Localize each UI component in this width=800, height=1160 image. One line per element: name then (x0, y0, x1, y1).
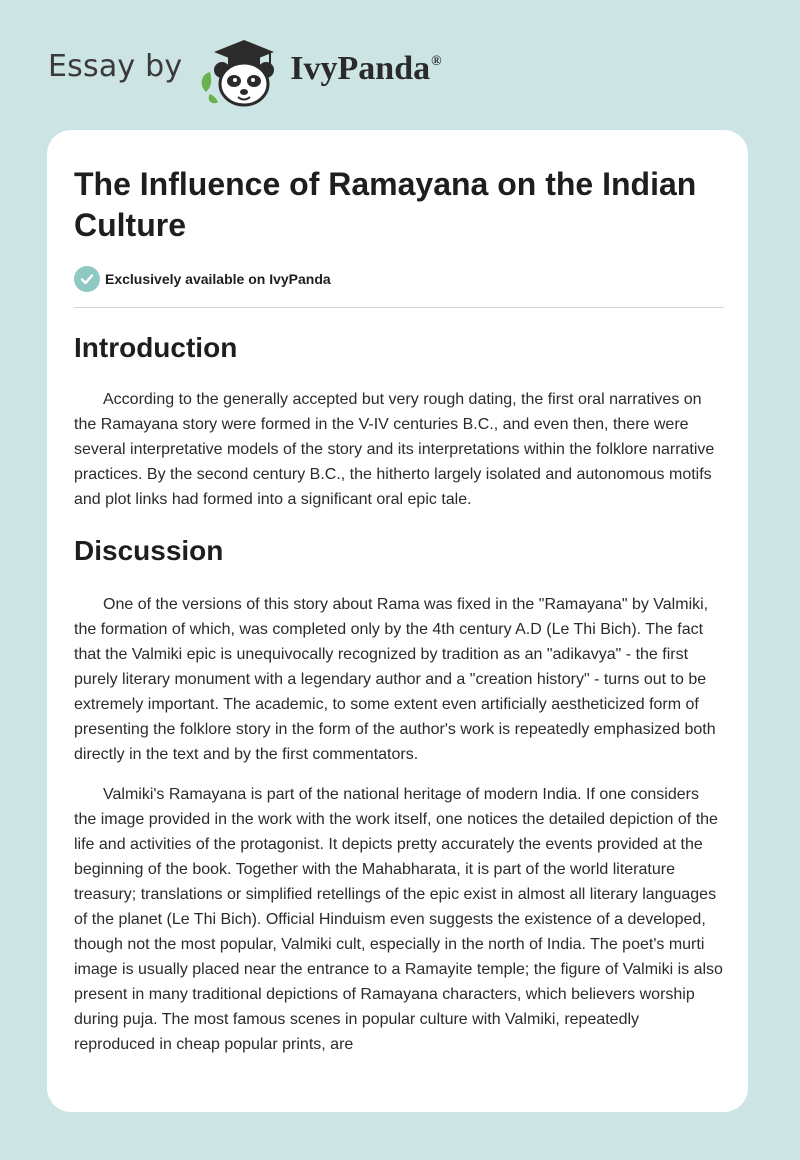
exclusive-label: Exclusively available on IvyPanda (105, 271, 331, 287)
site-header (48, 30, 442, 110)
paragraph: Valmiki's Ramayana is part of the national heritage of modern India. If one considers the image provided in the work with the work itself, one notices the detailed depiction of the life and activities of the protagonist. It depicts pretty accurately the events provided at the beginning of the book. Together with the Mahabharata, it is part of the world literature treasury; translations or simplified retellings of the epic exist in almost all literary languages of the planet (Le Thi Bich). Official Hinduism even suggests the existence of a developed, though not the most popular, Valmiki cult, especially in the north of India. The poet's murti image is usually placed near the entrance to a Ramayite temple; the figure of Valmiki is also present in many traditional depictions of Ramayana characters, which believers worship during puja. The most famous scenes in popular culture with Valmiki, repeatedly reproduced in cheap popular prints, are (74, 786, 723, 1053)
exclusive-badge (74, 266, 724, 292)
page-title: The Influence of Ramayana on the Indian Culture (74, 166, 697, 243)
check-mark-icon (80, 272, 94, 286)
brand-name[interactable] (290, 50, 441, 88)
panda-graduate-icon (194, 30, 286, 110)
paragraph: One of the versions of this story about Rama was fixed in the "Ramayana" by Valmiki, the formation of which, was completed only by the 4th century A.D (Le Thi Bich). The fact that the Valmiki epic is unequivocally recognized by tradition as an "adikavya" - the first purely literary monument with a legendary author and a "creation history" - turns out to be extremely important. The academic, to some extent even artificially aestheticized form of presenting the folklore story in the form of the author's work is repeatedly emphasized both directly in the text and by the first commentators. (74, 596, 716, 763)
check-circle-icon (74, 266, 100, 292)
essay-card (47, 130, 748, 1112)
title-divider (74, 307, 724, 308)
section-heading-discussion: Discussion (74, 535, 224, 566)
registered-mark: ® (431, 54, 442, 69)
brand-name-text: IvyPanda (290, 50, 431, 87)
brand-prefix: Essay by (48, 48, 183, 84)
section-heading-introduction: Introduction (74, 332, 238, 363)
paragraph: According to the generally accepted but very rough dating, the first oral narratives on the Ramayana story were formed in the V-IV centuries B.C., and even then, there were several interpretative models of the story and its interpretations within the folklore narrative practices. By the second century B.C., the hitherto largely isolated and autonomous motifs and plot links had formed into a significant oral epic tale. (74, 391, 715, 508)
essay-content (74, 130, 724, 1057)
